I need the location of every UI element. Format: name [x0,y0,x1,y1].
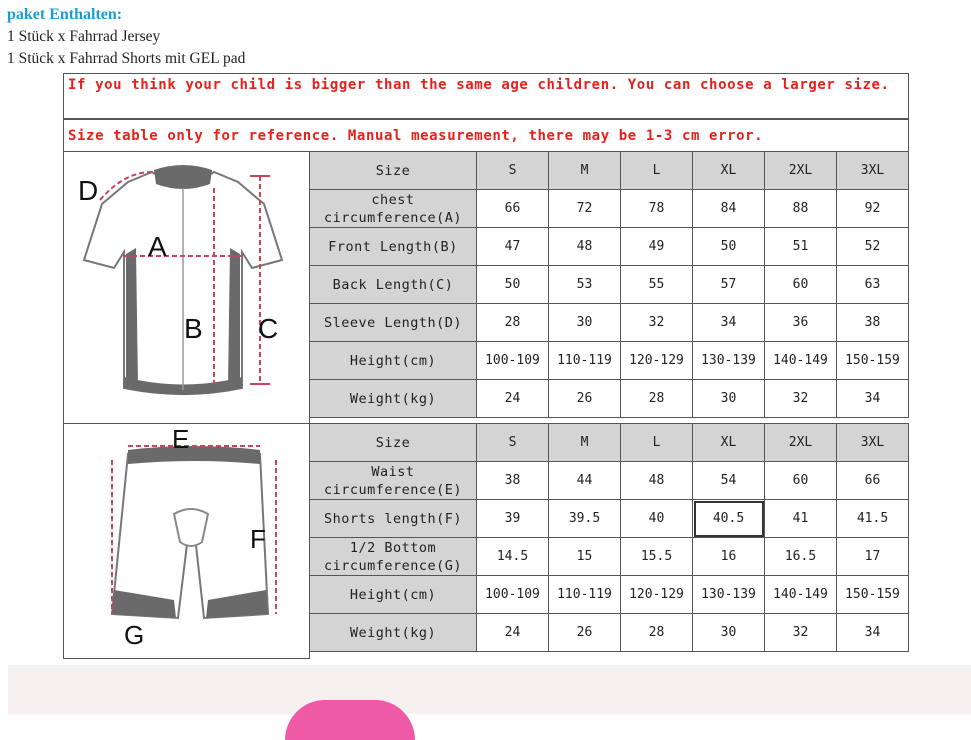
child-size-note: If you think your child is bigger than the same age children. You can choose a larger size. [63,73,909,119]
size-l: L [621,152,693,190]
cell-value: 150-159 [837,576,909,614]
label-c: C [258,313,279,344]
cell-value: 88 [765,190,837,228]
cell-value: 28 [477,304,549,342]
cell-value: 66 [477,190,549,228]
cell-value: 50 [477,266,549,304]
cell-value: 44 [549,462,621,500]
cell-value: 57 [693,266,765,304]
cell-value: 60 [765,462,837,500]
label-b: B [184,313,203,344]
jersey-size-table [309,151,909,418]
size-3xl: 3XL [837,424,909,462]
row-label: Size [310,152,477,190]
cell-value: 60 [765,266,837,304]
jersey-diagram [63,151,310,424]
cell-value: 150-159 [837,342,909,380]
cell-value: 63 [837,266,909,304]
selected-cell[interactable]: 40.5 [693,500,765,538]
row-label: Height(cm) [310,342,477,380]
row-label: Height(cm) [310,576,477,614]
cell-value: 16.5 [765,538,837,576]
package-contents [7,4,245,70]
cell-value: 26 [549,614,621,652]
cell-value: 110-119 [549,342,621,380]
package-item-jersey: 1 Stück x Fahrrad Jersey [7,28,161,45]
cell-value: 120-129 [621,576,693,614]
table-row [310,576,909,614]
cell-value: 26 [549,380,621,418]
row-label: Front Length(B) [310,228,477,266]
table-row [310,190,909,228]
table-row [310,538,909,576]
cell-value: 24 [477,380,549,418]
product-photo-edge [285,700,415,740]
cell-value: 41 [765,500,837,538]
cell-value: 38 [837,304,909,342]
shorts-size-table [309,423,909,652]
row-label: chest circumference(A) [310,190,477,228]
cell-value: 53 [549,266,621,304]
cell-value: 28 [621,614,693,652]
cell-value: 36 [765,304,837,342]
cell-value: 39.5 [549,500,621,538]
cell-value: 140-149 [765,342,837,380]
cell-value: 15.5 [621,538,693,576]
cell-value: 48 [621,462,693,500]
size-2xl: 2XL [765,424,837,462]
row-label: Weight(kg) [310,614,477,652]
table-row [310,228,909,266]
cell-value: 140-149 [765,576,837,614]
size-xl: XL [693,152,765,190]
jersey-illustration [64,152,309,423]
cell-value: 38 [477,462,549,500]
label-f: F [250,524,266,554]
table-row [310,266,909,304]
cell-value: 40 [621,500,693,538]
cell-value: 48 [549,228,621,266]
next-image-strip [8,665,971,714]
table-row [310,380,909,418]
table-row [310,500,909,538]
row-label: Shorts length(F) [310,500,477,538]
cell-value: 50 [693,228,765,266]
cell-value: 32 [765,380,837,418]
table-row [310,424,909,462]
cell-value: 130-139 [693,342,765,380]
cell-value: 110-119 [549,576,621,614]
cell-value: 66 [837,462,909,500]
label-e: E [172,424,190,454]
package-item-shorts: 1 Stück x Fahrrad Shorts mit GEL pad [7,50,246,67]
row-label: 1/2 Bottom circumference(G) [310,538,477,576]
size-l: L [621,424,693,462]
label-d: D [78,175,99,206]
table-row [310,614,909,652]
size-chart [63,73,909,659]
cell-value: 47 [477,228,549,266]
cell-value: 16 [693,538,765,576]
shorts-diagram [63,423,310,659]
table-row [310,462,909,500]
size-2xl: 2XL [765,152,837,190]
cell-value: 15 [549,538,621,576]
row-label: Sleeve Length(D) [310,304,477,342]
cell-value: 28 [621,380,693,418]
cell-value: 49 [621,228,693,266]
cell-value: 72 [549,190,621,228]
size-3xl: 3XL [837,152,909,190]
size-xl: XL [693,424,765,462]
cell-value: 32 [621,304,693,342]
cell-value: 130-139 [693,576,765,614]
cell-value: 84 [693,190,765,228]
cell-value: 30 [693,614,765,652]
cell-value: 52 [837,228,909,266]
size-s: S [477,424,549,462]
cell-value: 30 [549,304,621,342]
cell-value: 120-129 [621,342,693,380]
cell-value: 34 [837,380,909,418]
shorts-illustration [64,424,309,658]
package-heading: paket Enthalten: [7,6,123,23]
cell-value: 34 [837,614,909,652]
row-label: Back Length(C) [310,266,477,304]
cell-value: 34 [693,304,765,342]
cell-value: 100-109 [477,342,549,380]
size-s: S [477,152,549,190]
cell-value: 32 [765,614,837,652]
size-m: M [549,424,621,462]
cell-value: 51 [765,228,837,266]
cell-value: 24 [477,614,549,652]
cell-value: 78 [621,190,693,228]
table-row [310,152,909,190]
cell-value: 54 [693,462,765,500]
cell-value: 17 [837,538,909,576]
row-label: Size [310,424,477,462]
reference-note: Size table only for reference. Manual measurement, there may be 1-3 cm error. [63,119,909,152]
label-g: G [124,620,145,650]
cell-value: 100-109 [477,576,549,614]
cell-value: 39 [477,500,549,538]
table-row [310,342,909,380]
size-m: M [549,152,621,190]
table-row [310,304,909,342]
label-a: A [148,231,167,262]
cell-value: 30 [693,380,765,418]
cell-value: 92 [837,190,909,228]
cell-value: 14.5 [477,538,549,576]
row-label: Waist circumference(E) [310,462,477,500]
cell-value: 41.5 [837,500,909,538]
cell-value: 55 [621,266,693,304]
row-label: Weight(kg) [310,380,477,418]
